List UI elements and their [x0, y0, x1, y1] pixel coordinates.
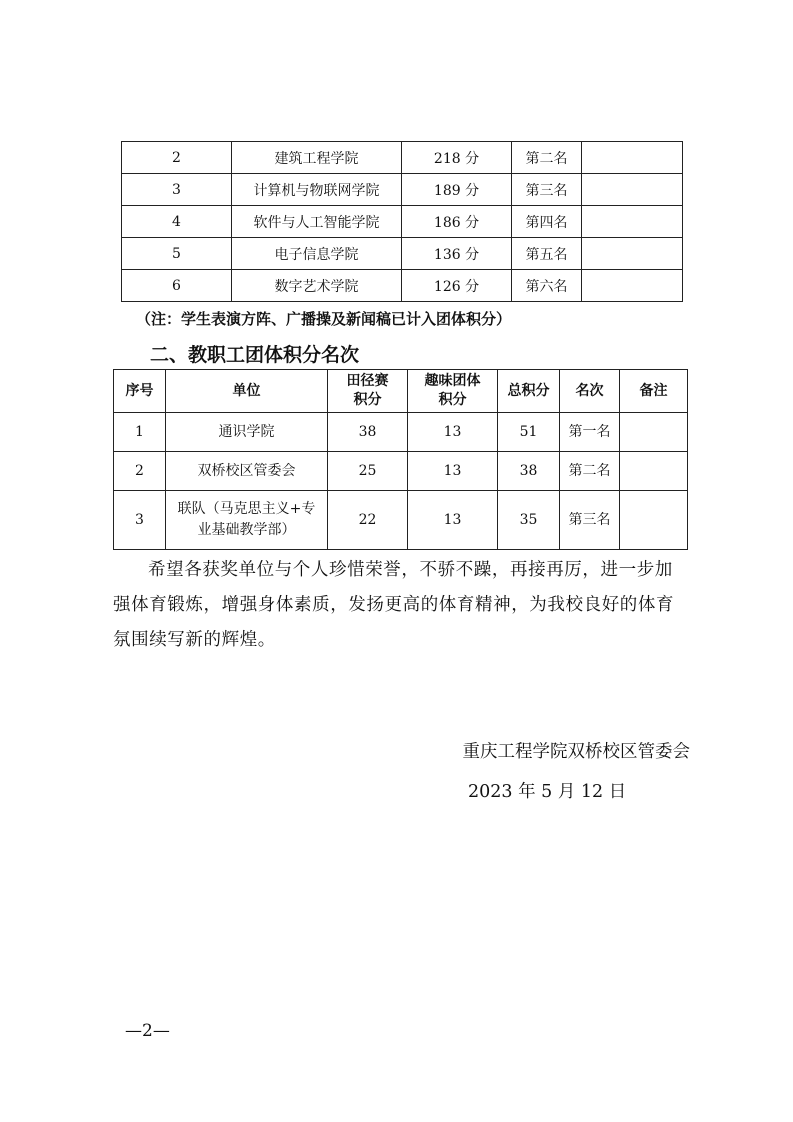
unit-cell: 联队（马克思主义+专 业基础教学部） [166, 491, 328, 550]
header-unit: 单位 [166, 370, 328, 413]
total-cell: 35 [498, 491, 560, 550]
score-cell: 136 分 [402, 238, 512, 270]
rank-number-cell: 2 [122, 142, 232, 174]
page-number: —2— [125, 1021, 170, 1041]
header-seq: 序号 [114, 370, 166, 413]
place-cell: 第一名 [560, 413, 620, 452]
score-cell: 126 分 [402, 270, 512, 302]
place-cell: 第二名 [512, 142, 582, 174]
staff-ranking-table [113, 369, 688, 550]
place-cell: 第五名 [512, 238, 582, 270]
unit-cell: 电子信息学院 [232, 238, 402, 270]
remark-cell [582, 174, 683, 206]
student-ranking-table [121, 141, 683, 302]
place-cell: 第三名 [512, 174, 582, 206]
place-cell: 第三名 [560, 491, 620, 550]
remark-cell [620, 413, 688, 452]
fun-score-cell: 13 [408, 491, 498, 550]
remark-cell [582, 142, 683, 174]
fun-score-cell: 13 [408, 452, 498, 491]
rank-number-cell: 4 [122, 206, 232, 238]
track-score-cell: 38 [328, 413, 408, 452]
unit-cell: 软件与人工智能学院 [232, 206, 402, 238]
unit-cell: 数字艺术学院 [232, 270, 402, 302]
seq-cell: 1 [114, 413, 166, 452]
header-remark: 备注 [620, 370, 688, 413]
place-cell: 第二名 [560, 452, 620, 491]
remark-cell [582, 206, 683, 238]
track-score-cell: 22 [328, 491, 408, 550]
remark-cell [620, 491, 688, 550]
unit-cell: 通识学院 [166, 413, 328, 452]
fun-score-cell: 13 [408, 413, 498, 452]
header-track-score: 田径赛 积分 [328, 370, 408, 413]
remark-cell [582, 238, 683, 270]
unit-cell: 建筑工程学院 [232, 142, 402, 174]
remark-cell [582, 270, 683, 302]
seq-cell: 3 [114, 491, 166, 550]
seq-cell: 2 [114, 452, 166, 491]
header-total: 总积分 [498, 370, 560, 413]
signature-date: 2023 年 5 月 12 日 [468, 782, 627, 802]
score-cell: 218 分 [402, 142, 512, 174]
table-row [122, 174, 683, 206]
score-cell: 189 分 [402, 174, 512, 206]
score-cell: 186 分 [402, 206, 512, 238]
unit-cell: 计算机与物联网学院 [232, 174, 402, 206]
signature-organization: 重庆工程学院双桥校区管委会 [462, 742, 690, 762]
table-row [114, 413, 688, 452]
total-cell: 51 [498, 413, 560, 452]
header-place: 名次 [560, 370, 620, 413]
place-cell: 第四名 [512, 206, 582, 238]
rank-number-cell: 6 [122, 270, 232, 302]
table-row [122, 238, 683, 270]
place-cell: 第六名 [512, 270, 582, 302]
table-row [122, 142, 683, 174]
table-row [114, 452, 688, 491]
rank-number-cell: 3 [122, 174, 232, 206]
table-row [114, 491, 688, 550]
rank-number-cell: 5 [122, 238, 232, 270]
table-note: （注：学生表演方阵、广播操及新闻稿已计入团体积分） [136, 310, 512, 328]
table-row [122, 270, 683, 302]
section-heading: 二、教职工团体积分名次 [150, 344, 360, 366]
remark-cell [620, 452, 688, 491]
unit-cell: 双桥校区管委会 [166, 452, 328, 491]
track-score-cell: 25 [328, 452, 408, 491]
closing-paragraph: 希望各获奖单位与个人珍惜荣誉，不骄不躁，再接再厉，进一步加强体育锻炼，增强身体素质，发扬更高的体育精神，为我校良好的体育氛围续写新的辉煌。 [113, 560, 675, 650]
table-row [122, 206, 683, 238]
header-fun-score: 趣味团体 积分 [408, 370, 498, 413]
total-cell: 38 [498, 452, 560, 491]
table-header-row [114, 370, 688, 413]
